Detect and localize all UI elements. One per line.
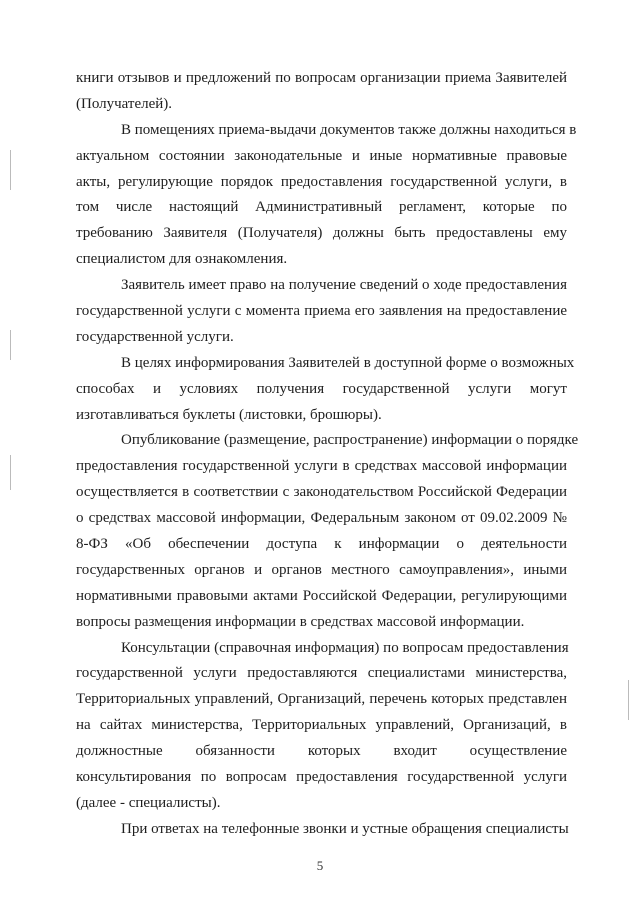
text-line: актуальном состоянии законодательные и иные нормативные правовые xyxy=(76,147,567,164)
text-line: государственной услуги. xyxy=(76,328,234,345)
text-line: 8-ФЗ «Об обеспечении доступа к информации о деятельности xyxy=(76,536,567,553)
scan-margin-artifact xyxy=(10,330,11,360)
paragraph xyxy=(76,273,567,351)
text-line: том числе настоящий Административный регламент, которые по xyxy=(76,199,567,216)
text-line: вопросы размещения информации в средствах массовой информации. xyxy=(76,613,525,630)
text-line: о средствах массовой информации, Федеральным законом от 09.02.2009 № xyxy=(76,510,567,527)
paragraph xyxy=(76,118,577,273)
paragraph xyxy=(76,428,579,635)
paragraph xyxy=(76,817,567,843)
text-line: Опубликование (размещение, распространение) информации о порядке xyxy=(121,432,579,449)
text-line: В целях информирования Заявителей в доступной форме о возможных xyxy=(121,354,575,371)
text-line: государственных органов и органов местного самоуправления», иными xyxy=(76,561,567,578)
text-line: Территориальных управлений, Организаций, перечень которых представлен xyxy=(76,691,567,708)
text-line: При ответах на телефонные звонки и устные обращения специалисты xyxy=(121,820,569,837)
text-line: книги отзывов и предложений по вопросам организации приема Заявителей xyxy=(76,70,567,86)
text-line: акты, регулирующие порядок предоставления государственной услуги, в xyxy=(76,173,567,190)
text-line: государственной услуги с момента приема его заявления на предоставление xyxy=(76,303,567,320)
text-line: нормативными правовыми актами Российской Федерации, регулирующими xyxy=(76,587,567,604)
document-body xyxy=(76,66,579,843)
paragraph xyxy=(76,351,575,429)
text-line: предоставления государственной услуги в средствах массовой информации xyxy=(76,458,567,475)
text-line: специалистом для ознакомления. xyxy=(76,251,288,268)
text-line: изготавливаться буклеты (листовки, брошюры). xyxy=(76,406,382,423)
text-line: (далее - специалисты). xyxy=(76,794,221,811)
text-line: (Получателей). xyxy=(76,95,173,112)
text-line: на сайтах министерства, Территориальных управлений, Организаций, в xyxy=(76,717,567,734)
text-line: должностные обязанности которых входит осуществление xyxy=(76,743,567,760)
text-line: Заявитель имеет право на получение сведений о ходе предоставления xyxy=(121,277,567,294)
text-line: консультирования по вопросам предоставления государственной услуги xyxy=(76,769,567,786)
text-line: способах и условиях получения государственной услуги могут xyxy=(76,380,567,397)
page-number: 5 xyxy=(316,858,324,873)
scan-margin-artifact xyxy=(628,680,629,720)
paragraph xyxy=(76,636,567,817)
text-line: В помещениях приема-выдачи документов также должны находиться в xyxy=(121,121,577,138)
text-line: Консультации (справочная информация) по вопросам предоставления xyxy=(121,639,569,656)
text-line: государственной услуги предоставляются специалистами министерства, xyxy=(76,665,567,682)
paragraph xyxy=(76,66,567,118)
text-line: осуществляется в соответствии с законодательством Российской Федерации xyxy=(76,484,567,501)
scan-margin-artifact xyxy=(10,455,11,490)
scan-margin-artifact xyxy=(10,150,11,190)
text-line: требованию Заявителя (Получателя) должны быть предоставлены ему xyxy=(76,225,567,242)
